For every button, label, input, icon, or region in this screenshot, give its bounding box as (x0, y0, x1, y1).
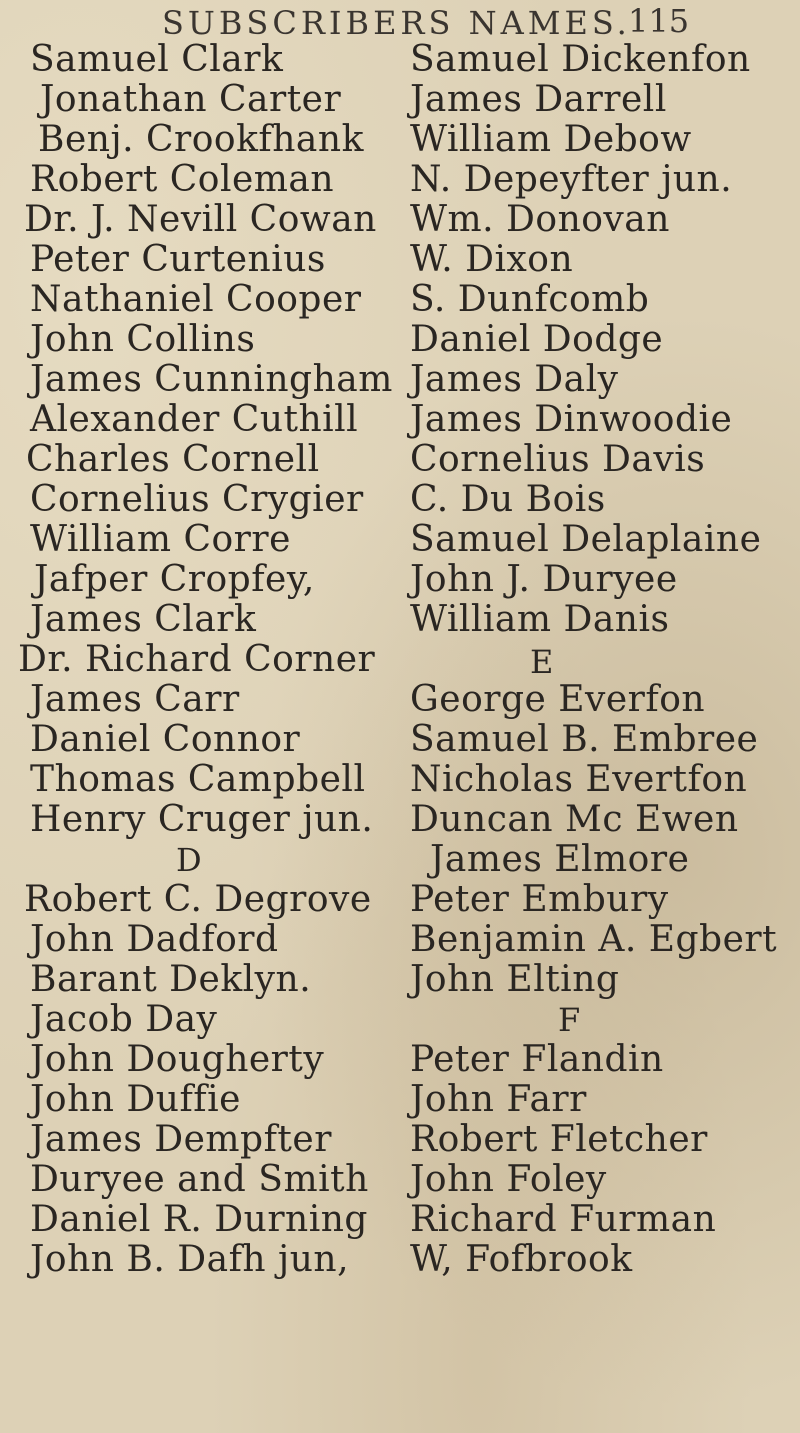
subscriber-name: Richard Furman (410, 1199, 717, 1240)
subscriber-name: Cornelius Crygier (30, 479, 364, 520)
subscriber-name: Barant Deklyn. (30, 959, 312, 1000)
subscriber-name: James Clark (30, 599, 257, 640)
subscriber-name: Peter Flandin (410, 1039, 664, 1080)
subscriber-name: Robert C. Degrove (24, 879, 372, 920)
subscriber-name: Samuel B. Embree (410, 719, 759, 760)
subscriber-name: C. Du Bois (410, 479, 606, 520)
subscriber-name: Charles Cornell (26, 439, 320, 480)
subscriber-name: Daniel Dodge (410, 319, 664, 360)
subscriber-name: Robert Fletcher (410, 1119, 708, 1160)
subscriber-name: John Foley (410, 1159, 607, 1200)
subscriber-name: Benj. Crookfhank (38, 119, 364, 160)
subscriber-name: Nicholas Evertfon (410, 759, 748, 800)
subscriber-name: James Cunningham (30, 359, 393, 400)
subscriber-name: Daniel R. Durning (30, 1199, 368, 1240)
subscriber-name: James Daly (410, 359, 619, 400)
running-head: SUBSCRIBERS NAMES. (162, 4, 631, 42)
subscriber-name: Nathaniel Cooper (30, 279, 362, 320)
subscriber-name: John Collins (30, 319, 256, 360)
subscriber-name: W. Dixon (410, 239, 574, 280)
subscriber-name: Samuel Delaplaine (410, 519, 762, 560)
subscriber-name: N. Depeyfter jun. (410, 159, 733, 200)
subscriber-name: Cornelius Davis (410, 439, 706, 480)
subscriber-name: Peter Embury (410, 879, 669, 920)
subscriber-name: Henry Cruger jun. (30, 799, 374, 840)
subscriber-name: Jafper Cropfey, (34, 559, 315, 600)
subscriber-name: John Dadford (30, 919, 279, 960)
subscriber-name: Samuel Dickenfon (410, 39, 751, 80)
subscriber-name: Dr. J. Nevill Cowan (24, 199, 377, 240)
subscriber-name: Peter Curtenius (30, 239, 326, 280)
subscriber-name: Duncan Mc Ewen (410, 799, 739, 840)
subscriber-name: Alexander Cuthill (30, 399, 359, 440)
subscriber-name: Benjamin A. Egbert (410, 919, 778, 960)
subscriber-name: James Dinwoodie (410, 399, 733, 440)
section-letter: D (176, 841, 202, 879)
subscriber-name: Samuel Clark (30, 39, 284, 80)
subscriber-name: Dr. Richard Corner (18, 639, 376, 680)
section-letter: F (558, 1001, 581, 1039)
subscriber-name: John Elting (410, 959, 620, 1000)
subscriber-name: S. Dunfcomb (410, 279, 650, 320)
subscriber-name: William Debow (410, 119, 692, 160)
subscriber-name: William Danis (410, 599, 670, 640)
subscriber-name: James Elmore (430, 839, 690, 880)
subscriber-name: Robert Coleman (30, 159, 335, 200)
subscriber-name: Wm. Donovan (410, 199, 670, 240)
subscriber-name: James Carr (30, 679, 240, 720)
subscriber-name: John B. Dafh jun, (30, 1239, 350, 1280)
subscriber-name: Jonathan Carter (40, 79, 342, 120)
subscriber-name: John Dougherty (30, 1039, 325, 1080)
subscriber-name: John J. Duryee (410, 559, 678, 600)
subscriber-name: James Darrell (410, 79, 667, 120)
section-letter: E (530, 643, 554, 681)
subscriber-name: Jacob Day (30, 999, 218, 1040)
subscriber-name: John Farr (410, 1079, 587, 1120)
subscriber-name: Daniel Connor (30, 719, 301, 760)
subscriber-name: Thomas Campbell (30, 759, 366, 800)
subscriber-name: W, Fofbrook (410, 1239, 633, 1280)
subscriber-name: Duryee and Smith (30, 1159, 369, 1200)
subscriber-name: William Corre (30, 519, 291, 560)
subscriber-name: John Duffie (30, 1079, 241, 1120)
page-number: 115 (628, 2, 690, 40)
subscriber-name: George Everfon (410, 679, 706, 720)
subscriber-name: James Dempfter (30, 1119, 332, 1160)
